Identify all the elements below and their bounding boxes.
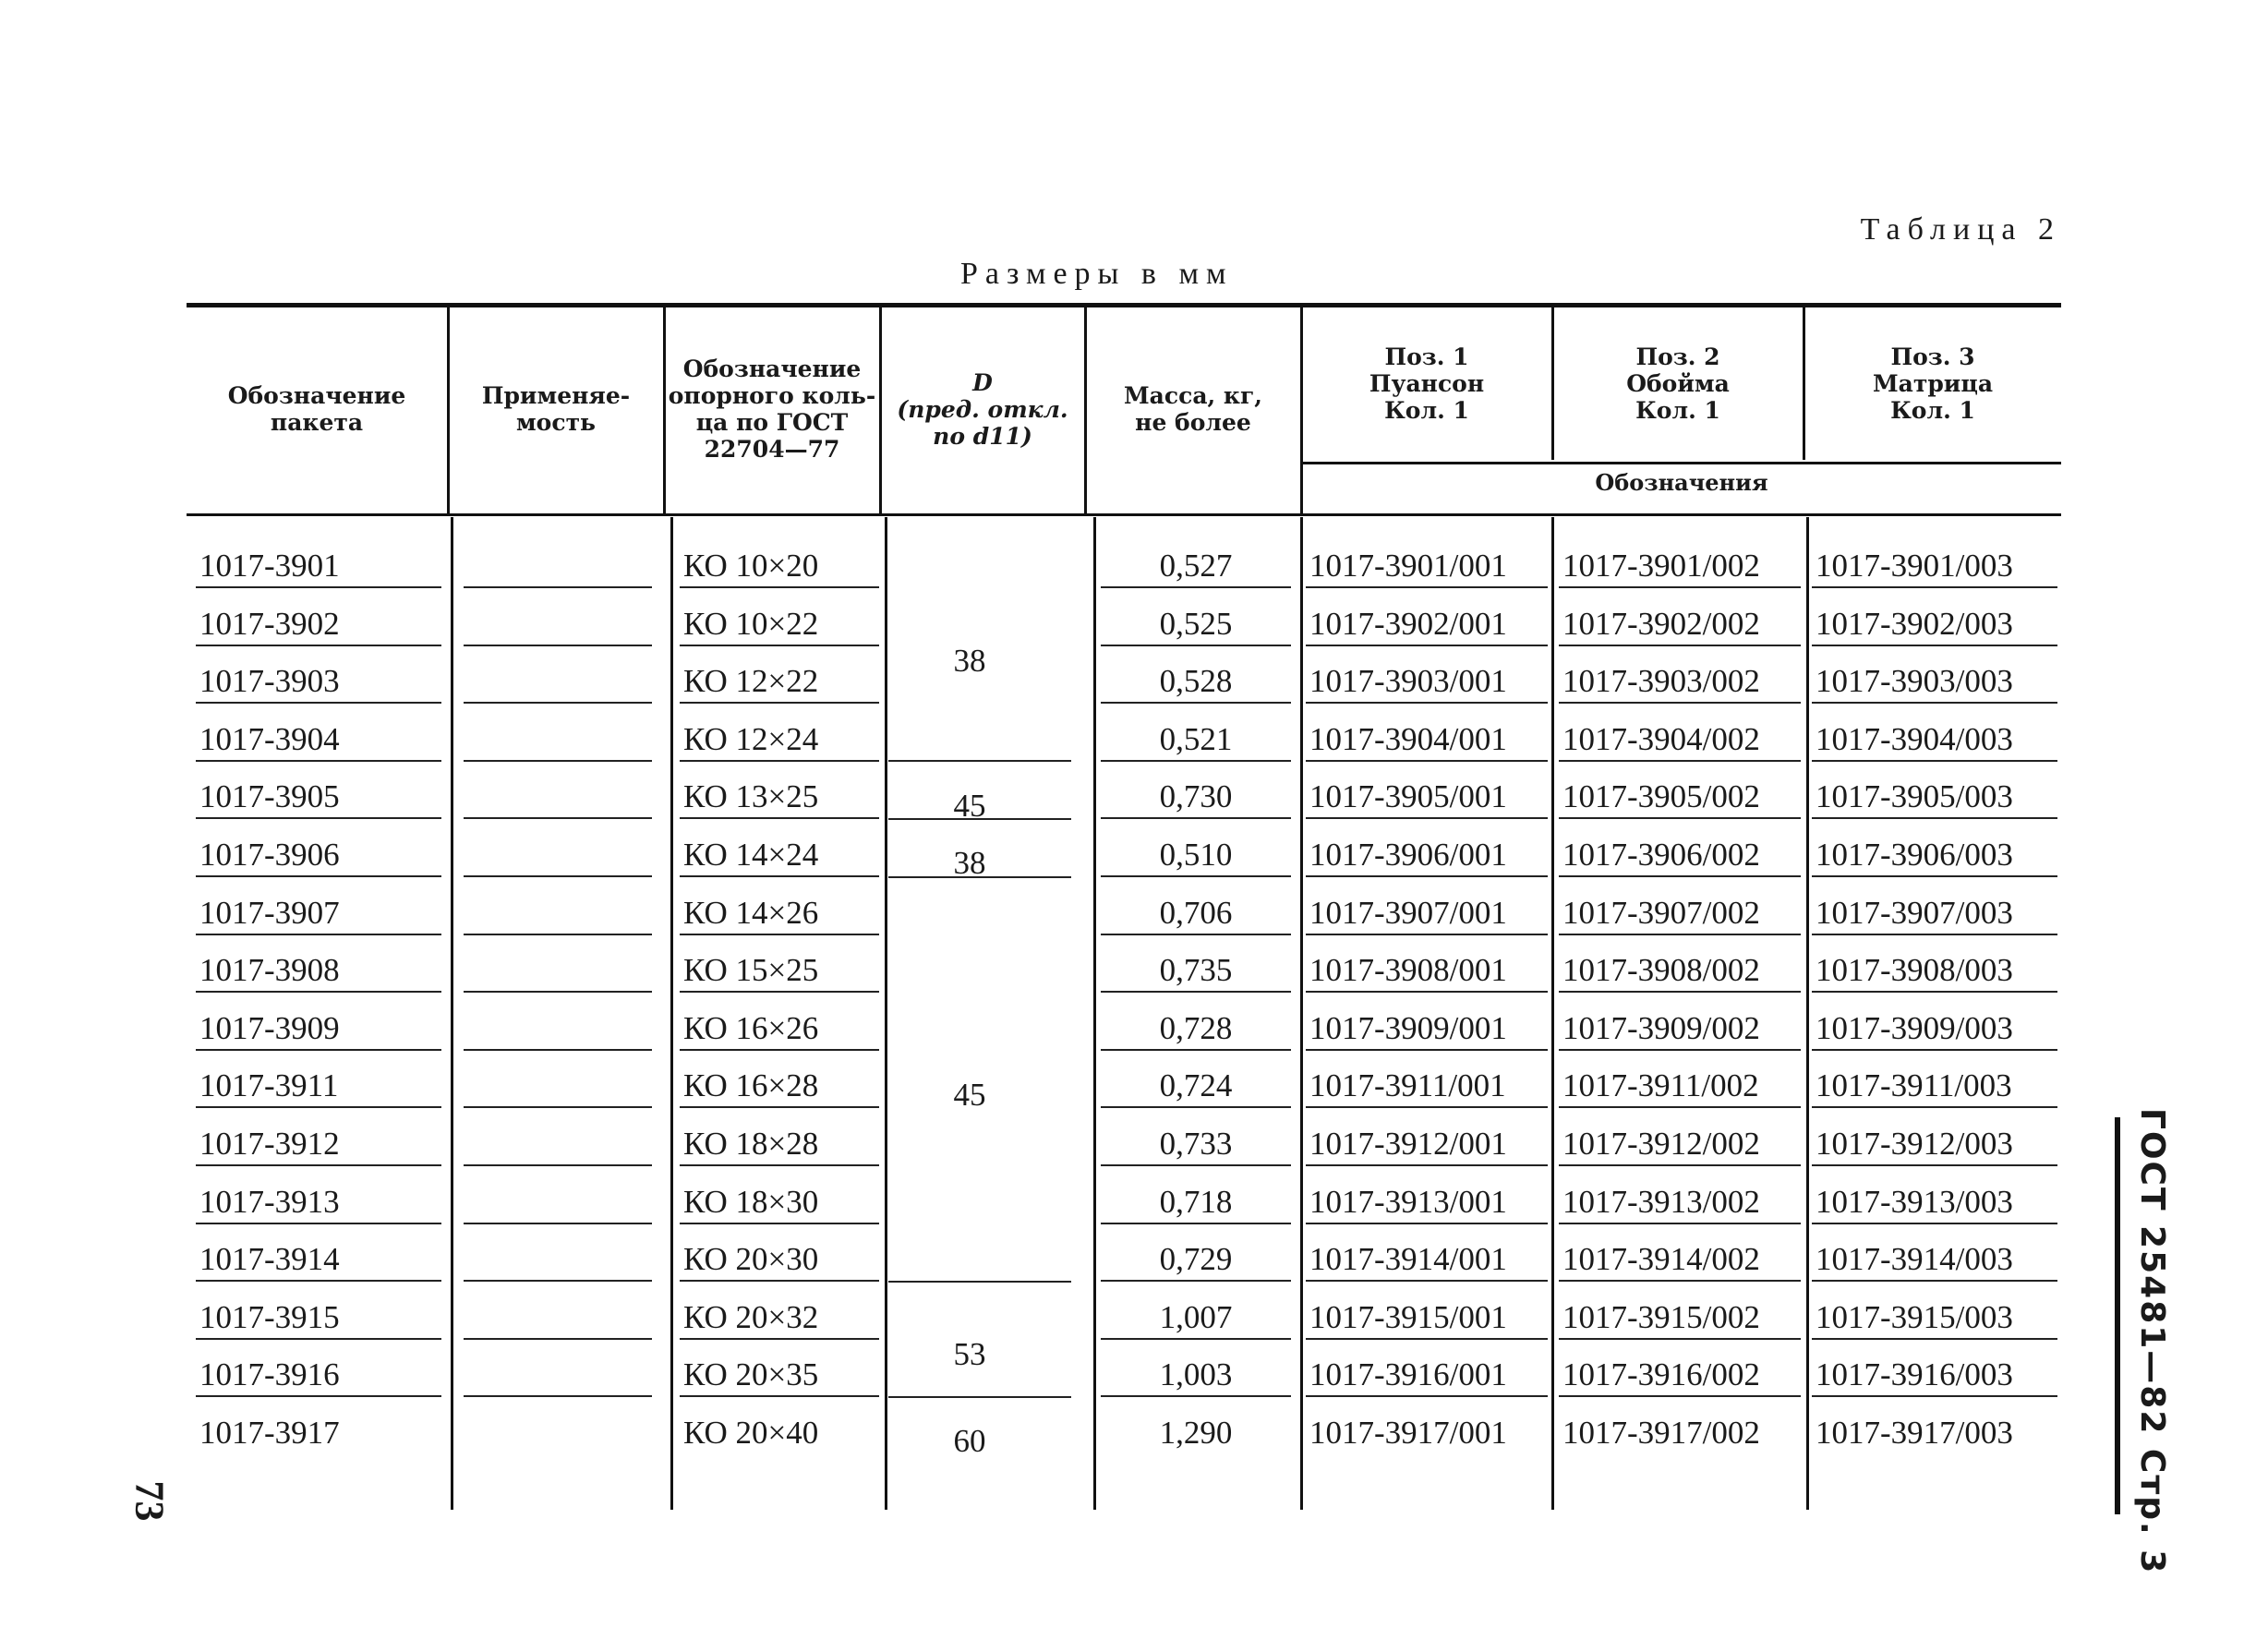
cell-pos1: 1017-3904/001 [1306, 719, 1548, 762]
header-mass: Масса, кг, не более [1124, 382, 1262, 436]
cell-ring: КО 20×40 [683, 1415, 819, 1451]
cell-mass: 0,521 [1101, 719, 1291, 762]
cell-ring: КО 14×26 [680, 893, 879, 935]
cell-mass: 1,007 [1101, 1297, 1291, 1340]
cell-pos3: 1017-3912/003 [1812, 1124, 2057, 1166]
cell-designation: 1017-3901 [196, 546, 441, 588]
cell-ring: КО 13×25 [680, 777, 879, 819]
column-divider [1551, 307, 1554, 460]
cell-designation: 1017-3917 [199, 1415, 340, 1451]
cell-usage [464, 604, 652, 646]
header-usage: Применяе- мость [481, 382, 631, 436]
cell-pos3: 1017-3904/003 [1812, 719, 2057, 762]
header-pos3: Поз. 3 Матрица Кол. 1 [1872, 343, 1994, 424]
header-sub-rule [1302, 462, 2061, 464]
cell-designation: 1017-3904 [196, 719, 441, 762]
cell-pos2: 1017-3912/002 [1559, 1124, 1801, 1166]
units-caption: Размеры в мм [960, 257, 1234, 291]
d-group-divider [888, 1396, 1071, 1398]
cell-mass: 0,528 [1101, 661, 1291, 704]
cell-pos2: 1017-3916/002 [1559, 1355, 1801, 1397]
cell-pos1: 1017-3912/001 [1306, 1124, 1548, 1166]
cell-designation: 1017-3903 [196, 661, 441, 704]
cell-usage [464, 1124, 652, 1166]
cell-pos3: 1017-3908/003 [1812, 950, 2057, 993]
cell-pos1: 1017-3911/001 [1306, 1066, 1548, 1108]
cell-d: 45 [953, 1076, 986, 1113]
cell-mass: 0,733 [1101, 1124, 1291, 1166]
cell-pos1: 1017-3902/001 [1306, 604, 1548, 646]
column-divider [1093, 517, 1096, 1510]
cell-pos2: 1017-3911/002 [1559, 1066, 1801, 1108]
cell-designation: 1017-3911 [196, 1066, 441, 1108]
cell-mass: 0,525 [1101, 604, 1291, 646]
cell-pos2: 1017-3917/002 [1562, 1415, 1760, 1451]
column-divider [879, 307, 882, 513]
column-divider [1084, 307, 1087, 513]
header-d: D (пред. откл. по d11) [897, 368, 1068, 450]
cell-pos3: 1017-3905/003 [1812, 777, 2057, 819]
column-divider [663, 307, 666, 513]
cell-pos3: 1017-3901/003 [1812, 546, 2057, 588]
cell-mass: 0,728 [1101, 1008, 1291, 1051]
cell-pos1: 1017-3901/001 [1306, 546, 1548, 588]
cell-mass: 0,735 [1101, 950, 1291, 993]
gost-side-rule [2115, 1117, 2120, 1514]
cell-mass: 0,527 [1101, 546, 1291, 588]
cell-ring: КО 20×30 [680, 1239, 879, 1282]
column-divider [670, 517, 673, 1510]
cell-usage [464, 719, 652, 762]
cell-usage [464, 1066, 652, 1108]
cell-usage [464, 1182, 652, 1224]
cell-pos1: 1017-3907/001 [1306, 893, 1548, 935]
cell-pos3: 1017-3914/003 [1812, 1239, 2057, 1282]
cell-ring: КО 18×28 [680, 1124, 879, 1166]
cell-pos1: 1017-3908/001 [1306, 950, 1548, 993]
cell-pos3: 1017-3913/003 [1812, 1182, 2057, 1224]
table-label: Таблица 2 [1860, 212, 2061, 247]
cell-pos2: 1017-3913/002 [1559, 1182, 1801, 1224]
cell-designation: 1017-3909 [196, 1008, 441, 1051]
cell-pos3: 1017-3902/003 [1812, 604, 2057, 646]
cell-pos3: 1017-3906/003 [1812, 835, 2057, 877]
gost-side-header: ГОСТ 25481—82 Стр. 3 [2133, 1108, 2171, 1575]
cell-mass: 0,729 [1101, 1239, 1291, 1282]
cell-usage [464, 835, 652, 877]
cell-ring: КО 10×20 [680, 546, 879, 588]
cell-pos1: 1017-3914/001 [1306, 1239, 1548, 1282]
cell-ring: КО 12×22 [680, 661, 879, 704]
cell-pos2: 1017-3907/002 [1559, 893, 1801, 935]
cell-designation: 1017-3907 [196, 893, 441, 935]
cell-usage [464, 1297, 652, 1340]
cell-pos2: 1017-3914/002 [1559, 1239, 1801, 1282]
cell-pos3: 1017-3917/003 [1816, 1415, 2013, 1451]
cell-pos2: 1017-3908/002 [1559, 950, 1801, 993]
cell-usage [464, 661, 652, 704]
cell-pos2: 1017-3906/002 [1559, 835, 1801, 877]
cell-designation: 1017-3906 [196, 835, 441, 877]
cell-pos2: 1017-3903/002 [1559, 661, 1801, 704]
d-group-divider [888, 1281, 1071, 1283]
d-group-divider [888, 818, 1071, 820]
cell-ring: КО 16×28 [680, 1066, 879, 1108]
column-divider [1551, 517, 1554, 1510]
cell-usage [464, 893, 652, 935]
cell-pos3: 1017-3909/003 [1812, 1008, 2057, 1051]
cell-pos3: 1017-3907/003 [1812, 893, 2057, 935]
column-divider [1300, 307, 1303, 513]
cell-ring: КО 14×24 [680, 835, 879, 877]
cell-ring: КО 18×30 [680, 1182, 879, 1224]
cell-mass: 0,718 [1101, 1182, 1291, 1224]
cell-pos3: 1017-3916/003 [1812, 1355, 2057, 1397]
cell-d: 38 [953, 643, 986, 680]
cell-pos3: 1017-3915/003 [1812, 1297, 2057, 1340]
cell-usage [464, 1355, 652, 1397]
cell-designation: 1017-3916 [196, 1355, 441, 1397]
column-divider [1803, 307, 1805, 460]
cell-pos1: 1017-3913/001 [1306, 1182, 1548, 1224]
cell-pos1: 1017-3905/001 [1306, 777, 1548, 819]
cell-pos2: 1017-3901/002 [1559, 546, 1801, 588]
cell-pos3: 1017-3903/003 [1812, 661, 2057, 704]
cell-pos1: 1017-3916/001 [1306, 1355, 1548, 1397]
cell-mass: 1,290 [1159, 1415, 1233, 1451]
cell-usage [464, 950, 652, 993]
cell-pos2: 1017-3905/002 [1559, 777, 1801, 819]
cell-ring: КО 15×25 [680, 950, 879, 993]
header-designation: Обозначение пакета [227, 382, 406, 436]
header-pos1: Поз. 1 Пуансон Кол. 1 [1369, 343, 1485, 424]
d-group-divider [888, 760, 1071, 762]
cell-designation: 1017-3914 [196, 1239, 441, 1282]
cell-usage [464, 1008, 652, 1051]
cell-usage [464, 777, 652, 819]
cell-pos1: 1017-3917/001 [1309, 1415, 1507, 1451]
cell-ring: КО 20×35 [680, 1355, 879, 1397]
cell-designation: 1017-3908 [196, 950, 441, 993]
header-designations: Обозначения [1595, 469, 1768, 496]
cell-pos2: 1017-3909/002 [1559, 1008, 1801, 1051]
cell-designation: 1017-3915 [196, 1297, 441, 1340]
cell-pos3: 1017-3911/003 [1812, 1066, 2057, 1108]
cell-d: 60 [953, 1423, 986, 1460]
cell-mass: 0,724 [1101, 1066, 1291, 1108]
cell-d: 45 [953, 787, 986, 824]
cell-designation: 1017-3905 [196, 777, 441, 819]
cell-d: 38 [953, 845, 986, 882]
column-divider [1300, 517, 1303, 1510]
cell-pos1: 1017-3909/001 [1306, 1008, 1548, 1051]
header-pos2: Поз. 2 Обойма Кол. 1 [1626, 343, 1730, 424]
column-divider [1806, 517, 1809, 1510]
cell-ring: КО 16×26 [680, 1008, 879, 1051]
cell-mass: 0,510 [1101, 835, 1291, 877]
header-bottom-rule [187, 513, 2061, 516]
cell-designation: 1017-3913 [196, 1182, 441, 1224]
cell-pos1: 1017-3903/001 [1306, 661, 1548, 704]
cell-ring: КО 12×24 [680, 719, 879, 762]
column-divider [447, 307, 450, 513]
cell-ring: КО 20×32 [680, 1297, 879, 1340]
cell-pos2: 1017-3904/002 [1559, 719, 1801, 762]
cell-pos2: 1017-3902/002 [1559, 604, 1801, 646]
cell-pos2: 1017-3915/002 [1559, 1297, 1801, 1340]
cell-usage [464, 1413, 652, 1453]
column-divider [451, 517, 453, 1510]
cell-pos1: 1017-3906/001 [1306, 835, 1548, 877]
header-ring: Обозначение опорного коль- ца по ГОСТ 22704—77 [668, 356, 876, 463]
cell-designation: 1017-3912 [196, 1124, 441, 1166]
cell-pos1: 1017-3915/001 [1306, 1297, 1548, 1340]
cell-mass: 1,003 [1101, 1355, 1291, 1397]
cell-mass: 0,730 [1101, 777, 1291, 819]
cell-designation: 1017-3902 [196, 604, 441, 646]
cell-usage [464, 1239, 652, 1282]
cell-d: 53 [953, 1336, 986, 1373]
cell-ring: КО 10×22 [680, 604, 879, 646]
cell-mass: 0,706 [1101, 893, 1291, 935]
d-group-divider [888, 876, 1071, 878]
cell-usage [464, 546, 652, 588]
page-number: 73 [127, 1480, 173, 1522]
